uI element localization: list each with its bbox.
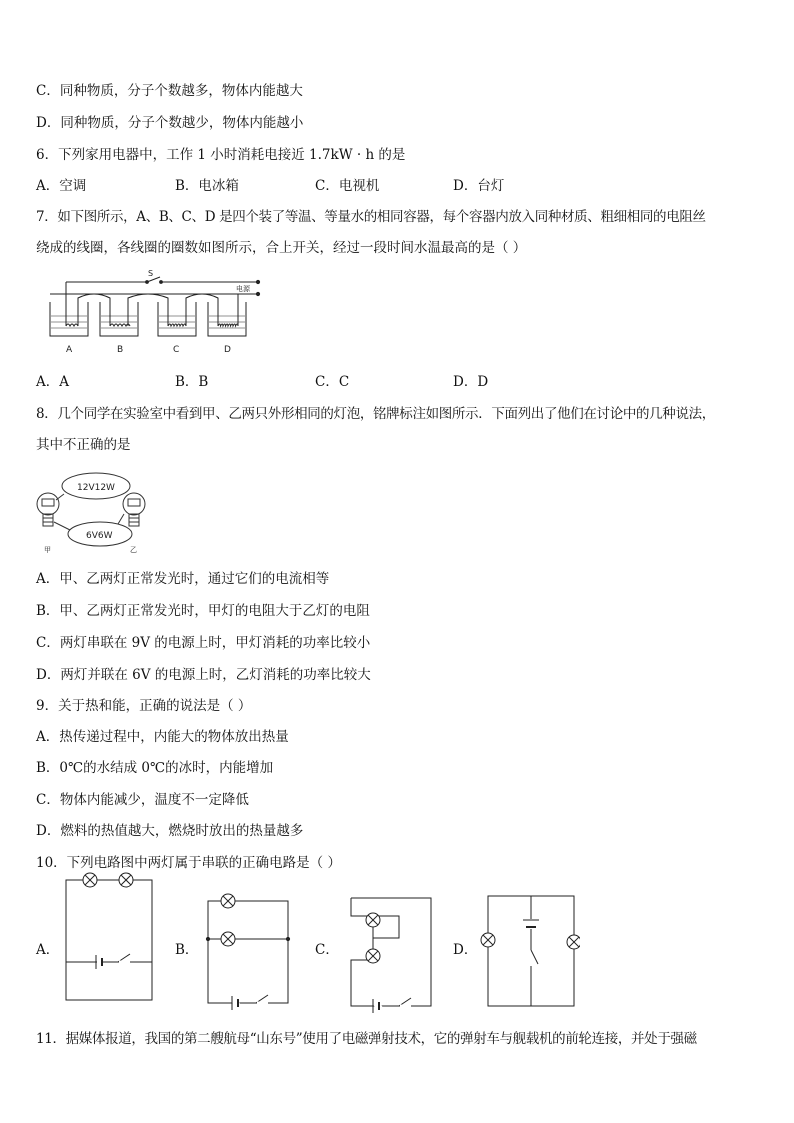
q10-label-b: B． [175, 942, 199, 958]
q9-stem: 9．关于热和能，正确的说法是（ ） [36, 698, 252, 714]
q11-stem: 11．据媒体报道，我国的第二艘航母“山东号”使用了电磁弹射技术，它的弹射车与舰载机的前轮连接，并处于强磁 [36, 1031, 697, 1047]
q7-source-label: 电源 [236, 285, 250, 293]
q7-label-c: C [173, 345, 180, 355]
q7-stem-line2: 绕成的线圈，各线圈的圈数如图所示，合上开关，经过一段时间水温最高的是（ ） [36, 240, 527, 256]
q8-bulb-jia-label: 甲 [44, 546, 51, 554]
q8-bulb-figure [34, 466, 162, 556]
q6-stem: 6．下列家用电器中，工作 1 小时消耗电接近 1.7kW · h 的是 [36, 147, 406, 163]
q9-option-d: D．燃料的热值越大，燃烧时放出的热量越多 [36, 823, 304, 839]
q8-label-6v6w: 6V6W [86, 531, 113, 541]
q9-option-c: C．物体内能减少，温度不一定降低 [36, 792, 249, 808]
q6-option-d: D．台灯 [453, 178, 505, 194]
q7-option-a: A．A [36, 374, 69, 390]
q5-option-d: D．同种物质，分子个数越少，物体内能越小 [36, 115, 304, 131]
q8-option-d: D．两灯并联在 6V 的电源上时，乙灯消耗的功率比较大 [36, 667, 371, 683]
q10-circuit-b [198, 893, 294, 1013]
q8-bulb-yi-label: 乙 [130, 546, 137, 554]
q7-option-d: D．D [453, 374, 489, 390]
q10-label-d: D． [453, 942, 478, 958]
q10-label-a: A． [36, 942, 60, 958]
q8-stem-line1: 8．几个同学在实验室中看到甲、乙两只外形相同的灯泡，铭牌标注如图所示．下面列出了他们在讨论中的几种说法， [36, 406, 715, 422]
q6-option-b: B．电冰箱 [175, 178, 239, 194]
q7-stem-line1: 7．如下图所示，A、B、C、D 是四个装了等温、等量水的相同容器，每个容器内放入同种材质、粗细相同的电阻丝 [36, 209, 706, 225]
q10-circuit-a [60, 872, 156, 1004]
q7-label-a: A [66, 345, 73, 355]
q5-option-c: C．同种物质，分子个数越多，物体内能越大 [36, 83, 303, 99]
q10-label-c: C． [315, 942, 339, 958]
q8-option-a: A．甲、乙两灯正常发光时，通过它们的电流相等 [36, 571, 330, 587]
q7-switch-label: S [148, 269, 154, 278]
q7-label-b: B [117, 345, 124, 355]
q7-label-d: D [224, 345, 231, 355]
q9-option-b: B．0℃的水结成 0℃的冰时，内能增加 [36, 760, 274, 776]
q6-option-a: A．空调 [36, 178, 87, 194]
q8-option-c: C．两灯串联在 9V 的电源上时，甲灯消耗的功率比较小 [36, 635, 371, 651]
q10-circuit-d [480, 888, 580, 1014]
q6-option-c: C．电视机 [315, 178, 380, 194]
q7-option-b: B．B [175, 374, 209, 390]
q10-stem: 10．下列电路图中两灯属于串联的正确电路是（ ） [36, 855, 341, 871]
q8-stem-line2: 其中不正确的是 [36, 437, 131, 453]
q8-label-12v12w: 12V12W [77, 483, 115, 493]
q8-option-b: B．甲、乙两灯正常发光时，甲灯的电阻大于乙灯的电阻 [36, 603, 370, 619]
q9-option-a: A．热传递过程中，内能大的物体放出热量 [36, 729, 289, 745]
q10-circuit-c [343, 890, 439, 1016]
q7-circuit-figure [44, 268, 270, 360]
q7-option-c: C．C [315, 374, 350, 390]
